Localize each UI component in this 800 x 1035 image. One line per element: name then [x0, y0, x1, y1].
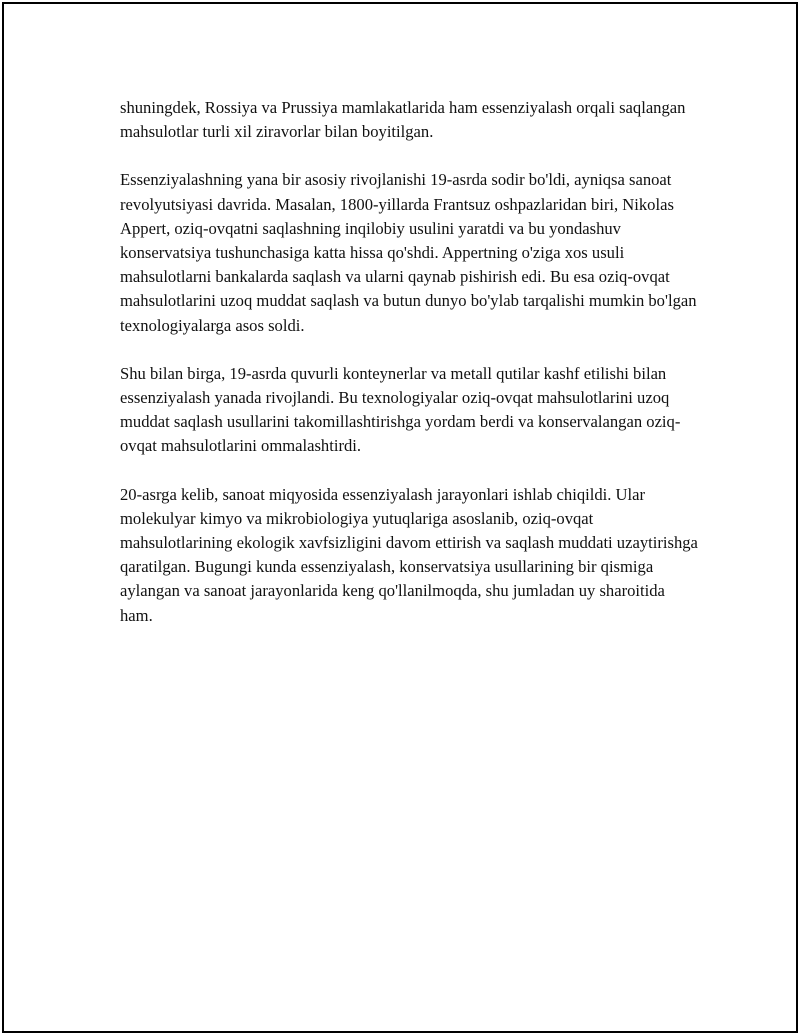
- paragraph-1: shuningdek, Rossiya va Prussiya mamlakatlarida ham essenziyalash orqali saqlangan mahsulotlar turli xil ziravorlar bilan boyitilgan.: [120, 98, 686, 142]
- document-page: [2, 2, 798, 1033]
- document-body: [120, 96, 700, 652]
- paragraph-4: 20-asrga kelib, sanoat miqyosida essenziyalash jarayonlari ishlab chiqildi. Ular molekulyar kimyo va mikrobiologiya yutuqlariga asoslanib, oziq-ovqat mahsulotlarining ekologik xavfsizligini davom ettirish va saqlash muddati uzaytirishga qaratilgan. Bugungi kunda essenziyalash, konservatsiya usullarining bir qismiga aylangan va sanoat jarayonlarida keng qo'llanilmoqda, shu jumladan uy sharoitida ham.: [120, 484, 698, 625]
- paragraph-2: Essenziyalashning yana bir asosiy rivojlanishi 19-asrda sodir bo'ldi, ayniqsa sanoat revolyutsiyasi davrida. Masalan, 1800-yillarda Frantsuz oshpazlaridan biri, Nikolas Appert, oziq-ovqatni saqlashning inqilobiy usulini yaratdi va bu yondashuv konservatsiya tushunchasiga katta hissa qo'shdi. Appertning o'ziga xos usuli mahsulotlarni bankalarda saqlash va ularni qaynab pishirish edi. Bu esa oziq-ovqat mahsulotlarini uzoq muddat saqlash va butun dunyo bo'ylab tarqalishi mumkin bo'lgan texnologiyalarga asos soldi.: [120, 170, 697, 335]
- paragraph-3: Shu bilan birga, 19-asrda quvurli konteynerlar va metall qutilar kashf etilishi bilan essenziyalash yanada rivojlandi. Bu texnologiyalar oziq-ovqat mahsulotlarini uzoq muddat saqlash usullarini takomillashtirishga yordam berdi va konservalangan oziq-ovqat mahsulotlarini ommalashtirdi.: [120, 363, 681, 456]
